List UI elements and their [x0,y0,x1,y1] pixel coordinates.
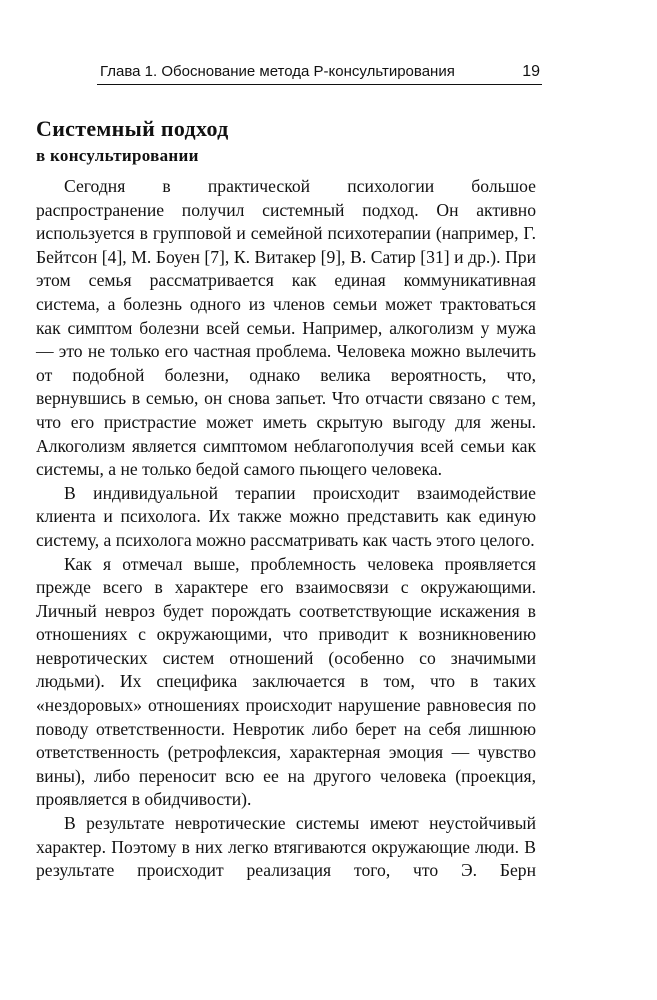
paragraph-1: Сегодня в практической психологии большое распространение получил системный подход. Он активно используется в групповой и семейной психотерапии (например, Г. Бейтсон [4], М. Боуен [7], К. Витакер [9], В. Сатир [31] и др.). При этом семья рассматривается как единая коммуникативная система, а болезнь одного из членов семьи может трактоваться как симптом болезни всей семьи. Например, алкоголизм у мужа — это не только его частная проблема. Человека можно вылечить от подобной болезни, однако велика вероятность, что, вернувшись в семью, он снова запьет. Что отчасти связано с тем, что его пристрастие может иметь скрытую выгоду для жены. Алкоголизм является симптомом неблагополучия всей семьи как системы, а не только бедой самого пьющего человека. [36,176,536,480]
paragraph-2: В индивидуальной терапии происходит взаимодействие клиента и психолога. Их также можно представить как единую систему, а психолога можно рассматривать как часть этого целого. [36,482,536,550]
body-text [36,175,536,883]
running-header [97,60,542,85]
running-title: Глава 1. Обоснование метода Р-консультирования [100,63,455,80]
section-title-line-1: Системный подход [36,116,229,141]
page-number: 19 [522,63,540,80]
section-title-line-2: в консультировании [36,146,199,165]
paragraph-4: В результате невротические системы имеют неустойчивый характер. Поэтому в них легко втягиваются окружающие люди. В результате происходит реализация того, что Э. Берн [36,813,536,881]
section-heading [36,116,536,168]
paragraph-3: Как я отмечал выше, проблемность человека проявляется прежде всего в характере его взаимосвязи с окружающими. Личный невроз будет порождать соответствующие искажения в отношениях с окружающими, что приводит к возникновению невротических систем отношений (особенно со значимыми людьми). Их специфика заключается в том, что в таких «нездоровых» отношениях происходит нарушение равновесия по поводу ответственности. Невротик либо берет на себя лишнюю ответственность (ретрофлексия, характерная эмоция — чувство вины), либо переносит всю ее на другого человека (проекция, проявляется в обидчивости). [36,553,536,810]
